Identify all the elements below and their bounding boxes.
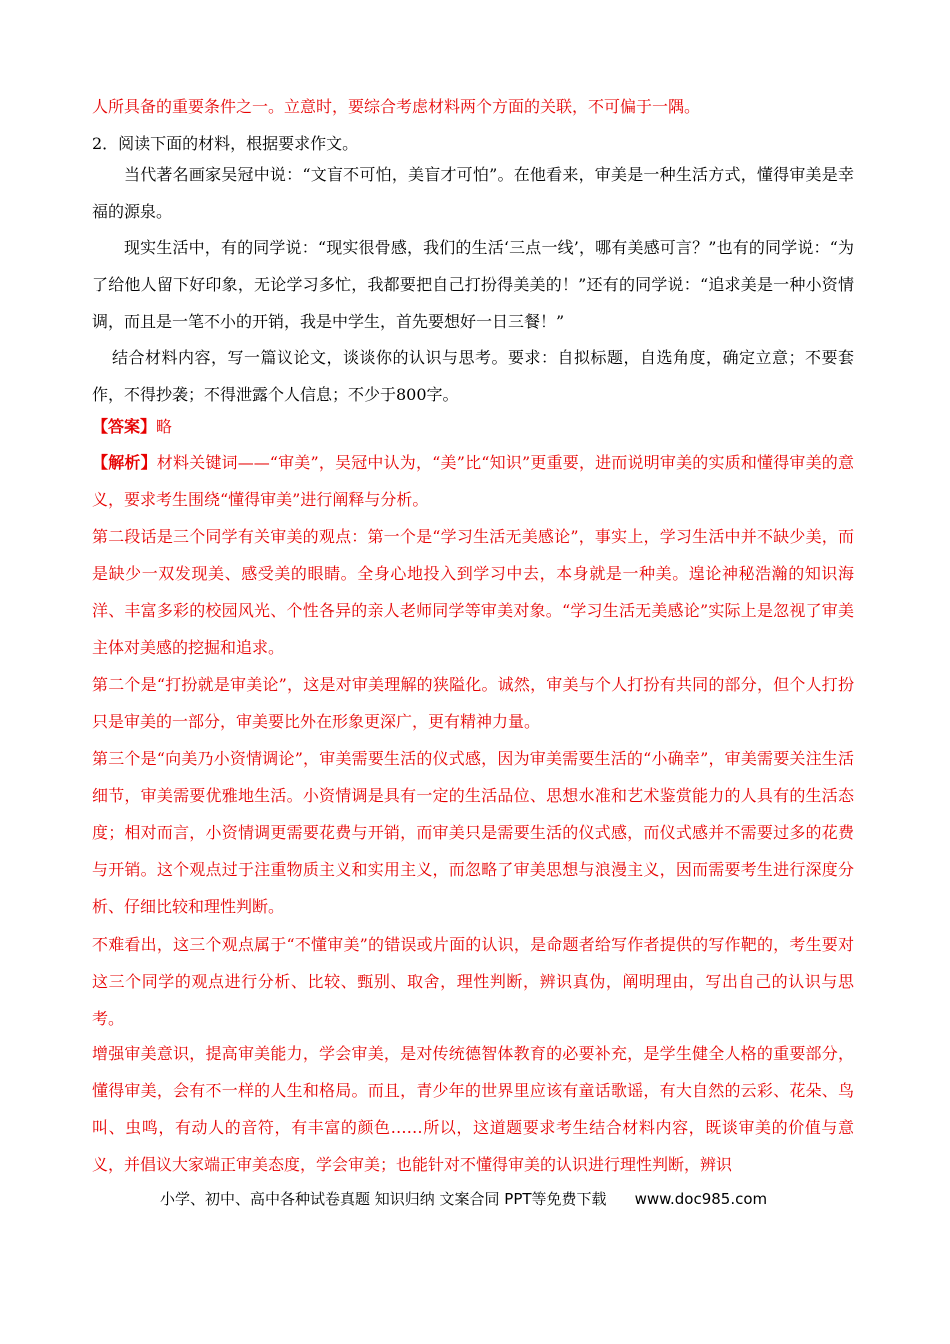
analysis-label: 【解析】 [92, 453, 157, 472]
analysis-paragraph-6: 增强审美意识，提高审美能力，学会审美，是对传统德智体教育的必要补充，是学生健全人格的重要部分，懂得审美，会有不一样的人生和格局。而且，青少年的世界里应该有童话歌谣，有大自然的云彩、花朵、鸟叫、虫鸣，有动人的音符，有丰富的颜色……所以，这道题要求考生结合材料内容，既谈审美的价值与意义，并倡议大家端正审美态度，学会审美；也能针对不懂得审美的认识进行理性判断，辨识 [92, 1044, 854, 1174]
answer-line [92, 408, 854, 445]
analysis-paragraph-2: 第二段话是三个同学有关审美的观点：第一个是“学习生活无美感论”，事实上，学习生活中并不缺少美，而是缺少一双发现美、感受美的眼睛。全身心地投入到学习中去，本身就是一种美。遑论神秘浩瀚的知识海洋、丰富多彩的校园风光、个性各异的亲人老师同学等审美对象。“学习生活无美感论”实际上是忽视了审美主体对美感的挖掘和追求。 [92, 527, 854, 657]
answer-text: 略 [156, 417, 173, 436]
footer-text: 小学、初中、高中各种试卷真题 知识归纳 文案合同 PPT等免费下载 [160, 1190, 607, 1208]
question-heading: 2．阅读下面的材料，根据要求作文。 [92, 134, 359, 153]
analysis-paragraph-4: 第三个是“向美乃小资情调论”，审美需要生活的仪式感，因为审美需要生活的“小确幸”，审美需要关注生活细节，审美需要优雅地生活。小资情调是具有一定的生活品位、思想水准和艺术鉴赏能力的人具有的生活态度；相对而言，小资情调更需要花费与开销，而审美只是需要生活的仪式感，而仪式感并不需要过多的花费与开销。这个观点过于注重物质主义和实用主义，而忽略了审美思想与浪漫主义，因而需要考生进行深度分析、仔细比较和理性判断。 [92, 749, 854, 916]
material-paragraph-2: 现实生活中，有的同学说：“现实很骨感，我们的生活‘三点一线’，哪有美感可言？”也有的同学说：“为了给他人留下好印象，无论学习多忙，我都要把自己打扮得美美的！”还有的同学说：“追求美是一种小资情调，而且是一笔不小的开销，我是中学生，首先要想好一日三餐！” [92, 238, 854, 331]
answer-label: 【答案】 [92, 417, 157, 436]
analysis-paragraph-5: 不难看出，这三个观点属于“不懂审美”的错误或片面的认识，是命题者给写作者提供的写作靶的，考生要对这三个同学的观点进行分析、比较、甄别、取舍，理性判断，辨识真伪，阐明理由，写出自己的认识与思考。 [92, 935, 854, 1028]
page-footer [160, 1188, 800, 1209]
requirement-paragraph: 结合材料内容，写一篇议论文，谈谈你的认识与思考。要求：自拟标题，自选角度，确定立意；不要套作，不得抄袭；不得泄露个人信息；不少于800字。 [92, 348, 854, 404]
analysis-text-1: 材料关键词——“审美”，吴冠中认为，“美”比“知识”更重要，进而说明审美的实质和懂得审美的意义，要求考生围绕“懂得审美”进行阐释与分析。 [92, 453, 854, 509]
footer-site-link[interactable]: www.doc985.com [634, 1190, 768, 1208]
analysis-paragraph-3: 第二个是“打扮就是审美论”，这是对审美理解的狭隘化。诚然，审美与个人打扮有共同的部分，但个人打扮只是审美的一部分，审美要比外在形象更深广，更有精神力量。 [92, 675, 854, 731]
intro-line: 人所具备的重要条件之一。立意时，要综合考虑材料两个方面的关联，不可偏于一隅。 [92, 97, 701, 116]
material-paragraph-1: 当代著名画家吴冠中说：“文盲不可怕，美盲才可怕”。在他看来，审美是一种生活方式，懂得审美是幸福的源泉。 [92, 165, 854, 221]
analysis-paragraph-1 [92, 444, 854, 518]
